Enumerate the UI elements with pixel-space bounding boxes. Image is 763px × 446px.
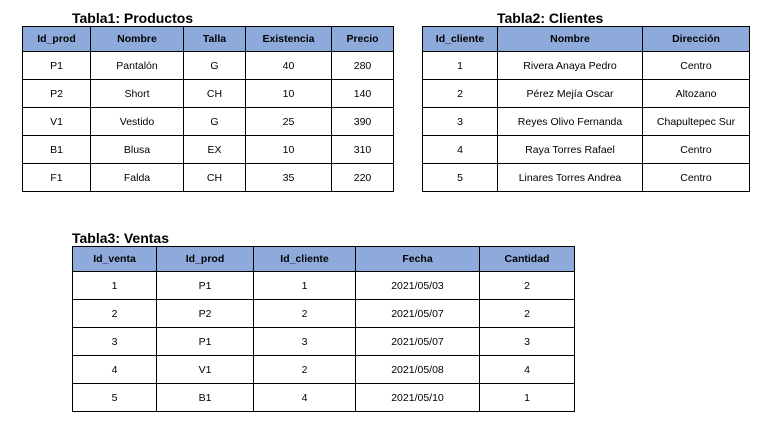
- table-cell: 25: [246, 108, 332, 136]
- table-row: [23, 80, 394, 108]
- table-cell: 35: [246, 164, 332, 192]
- table-cell: 40: [246, 52, 332, 80]
- table-row: [73, 300, 575, 328]
- table-cell: P2: [157, 300, 254, 328]
- ventas-table: [72, 246, 575, 412]
- table-cell: Pantalón: [91, 52, 184, 80]
- ventas-header-row: [73, 247, 575, 272]
- productos-col-precio: Precio: [332, 27, 394, 52]
- table-cell: Altozano: [643, 80, 750, 108]
- table-cell: Centro: [643, 136, 750, 164]
- table-cell: P2: [23, 80, 91, 108]
- table-row: [23, 108, 394, 136]
- table-cell: F1: [23, 164, 91, 192]
- table-cell: EX: [184, 136, 246, 164]
- table-cell: V1: [23, 108, 91, 136]
- table-cell: 2: [254, 300, 356, 328]
- table-cell: Vestido: [91, 108, 184, 136]
- table-row: [23, 52, 394, 80]
- table-row: [423, 80, 750, 108]
- table-cell: 4: [480, 356, 575, 384]
- table-cell: Rivera Anaya Pedro: [498, 52, 643, 80]
- ventas-col-cantidad: Cantidad: [480, 247, 575, 272]
- table-cell: 3: [480, 328, 575, 356]
- table-cell: P1: [23, 52, 91, 80]
- table-cell: CH: [184, 80, 246, 108]
- table-row: [73, 384, 575, 412]
- clientes-title: Tabla2: Clientes: [497, 10, 604, 26]
- table-cell: 390: [332, 108, 394, 136]
- table-cell: 4: [254, 384, 356, 412]
- ventas-col-id-venta: Id_venta: [73, 247, 157, 272]
- table-row: [23, 164, 394, 192]
- clientes-col-direccion: Dirección: [643, 27, 750, 52]
- table-cell: 2021/05/08: [356, 356, 480, 384]
- table-cell: 2: [480, 300, 575, 328]
- table-cell: 3: [254, 328, 356, 356]
- table-cell: Raya Torres Rafael: [498, 136, 643, 164]
- clientes-header-row: [423, 27, 750, 52]
- table-cell: 2: [254, 356, 356, 384]
- ventas-col-fecha: Fecha: [356, 247, 480, 272]
- productos-col-existencia: Existencia: [246, 27, 332, 52]
- table-cell: 2: [423, 80, 498, 108]
- table-cell: Linares Torres Andrea: [498, 164, 643, 192]
- table-cell: 2021/05/07: [356, 300, 480, 328]
- table-row: [73, 272, 575, 300]
- table-row: [23, 136, 394, 164]
- table-cell: B1: [23, 136, 91, 164]
- table-cell: Reyes Olivo Fernanda: [498, 108, 643, 136]
- productos-col-id-prod: Id_prod: [23, 27, 91, 52]
- productos-title: Tabla1: Productos: [72, 10, 194, 26]
- table-cell: 3: [73, 328, 157, 356]
- table-cell: 1: [480, 384, 575, 412]
- table-cell: Chapultepec Sur: [643, 108, 750, 136]
- table-cell: 3: [423, 108, 498, 136]
- table-cell: Blusa: [91, 136, 184, 164]
- table-cell: Falda: [91, 164, 184, 192]
- table-cell: 2021/05/10: [356, 384, 480, 412]
- ventas-col-id-prod: Id_prod: [157, 247, 254, 272]
- table-cell: 4: [423, 136, 498, 164]
- table-cell: 2021/05/03: [356, 272, 480, 300]
- table-cell: 1: [73, 272, 157, 300]
- productos-col-talla: Talla: [184, 27, 246, 52]
- table-cell: 5: [423, 164, 498, 192]
- table-cell: 140: [332, 80, 394, 108]
- table-cell: Centro: [643, 52, 750, 80]
- ventas-title: Tabla3: Ventas: [72, 230, 170, 246]
- table-cell: 1: [423, 52, 498, 80]
- table-cell: Centro: [643, 164, 750, 192]
- productos-col-nombre: Nombre: [91, 27, 184, 52]
- table-row: [423, 108, 750, 136]
- table-cell: 310: [332, 136, 394, 164]
- table-cell: 4: [73, 356, 157, 384]
- table-row: [73, 328, 575, 356]
- table-cell: 2: [480, 272, 575, 300]
- table-row: [73, 356, 575, 384]
- table-cell: 10: [246, 136, 332, 164]
- productos-header-row: [23, 27, 394, 52]
- productos-table: [22, 26, 394, 192]
- table-cell: 220: [332, 164, 394, 192]
- table-cell: G: [184, 108, 246, 136]
- ventas-col-id-cliente: Id_cliente: [254, 247, 356, 272]
- table-cell: P1: [157, 272, 254, 300]
- table-cell: V1: [157, 356, 254, 384]
- table-cell: 10: [246, 80, 332, 108]
- table-row: [423, 164, 750, 192]
- table-cell: B1: [157, 384, 254, 412]
- table-row: [423, 136, 750, 164]
- table-row: [423, 52, 750, 80]
- table-cell: G: [184, 52, 246, 80]
- table-cell: 2021/05/07: [356, 328, 480, 356]
- clientes-table: [422, 26, 750, 192]
- table-cell: 1: [254, 272, 356, 300]
- table-cell: P1: [157, 328, 254, 356]
- table-cell: 2: [73, 300, 157, 328]
- clientes-col-id-cliente: Id_cliente: [423, 27, 498, 52]
- table-cell: Pérez Mejía Oscar: [498, 80, 643, 108]
- table-cell: 5: [73, 384, 157, 412]
- clientes-col-nombre: Nombre: [498, 27, 643, 52]
- table-cell: Short: [91, 80, 184, 108]
- table-cell: CH: [184, 164, 246, 192]
- table-cell: 280: [332, 52, 394, 80]
